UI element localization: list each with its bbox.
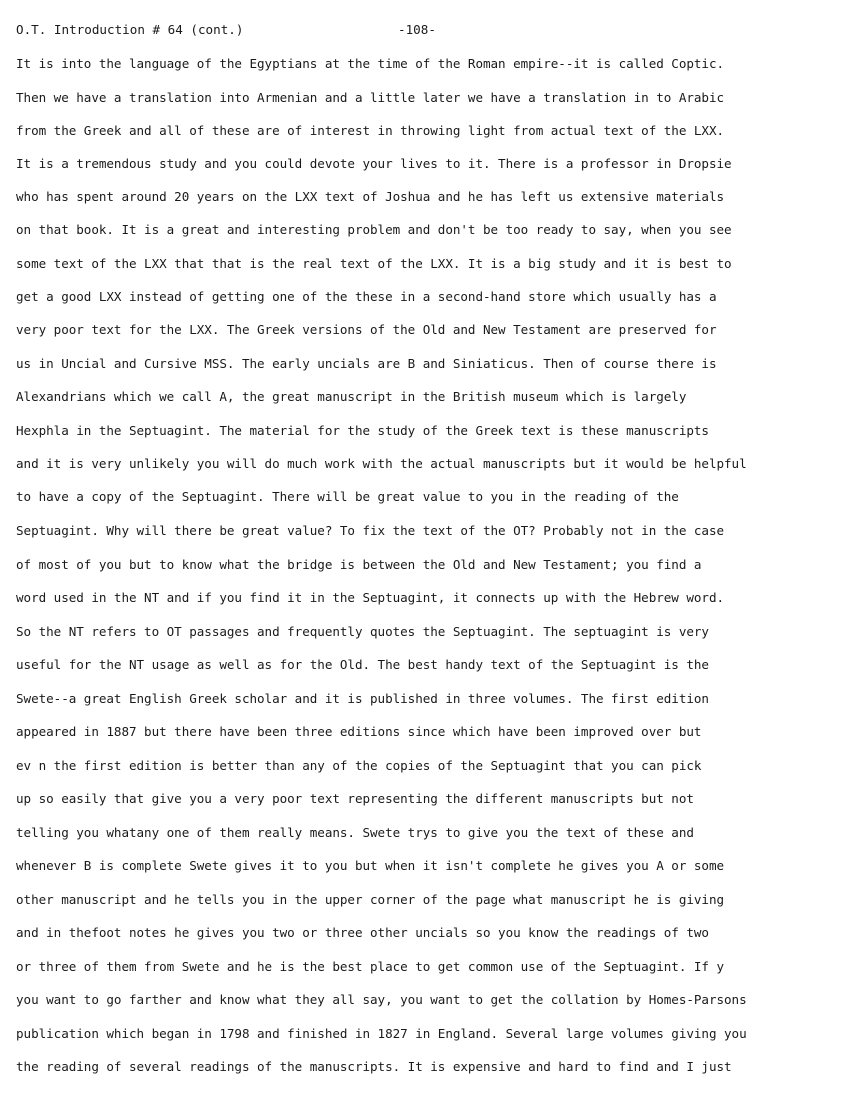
text-line: useful for the NT usage as well as for the Old. The best handy text of the Septuagint is the (16, 657, 709, 672)
text-line: the reading of several readings of the manuscripts. It is expensive and hard to find and I just (16, 1059, 732, 1074)
text-line: up so easily that give you a very poor text representing the different manuscripts but not (16, 791, 694, 806)
text-line: other manuscript and he tells you in the upper corner of the page what manuscript he is giving (16, 892, 725, 907)
text-line: word used in the NT and if you find it in the Septuagint, it connects up with the Hebrew word. (16, 590, 725, 605)
text-line: Septuagint. Why will there be great value? To fix the text of the OT? Probably not in the case (16, 523, 725, 538)
text-line: and in thefoot notes he gives you two or three other uncials so you know the readings of two (16, 925, 709, 940)
text-line: Alexandrians which we call A, the great manuscript in the British museum which is largely (16, 389, 687, 404)
text-line: you want to go farther and know what they all say, you want to get the collation by Homes-Parsons (16, 992, 747, 1007)
text-line: appeared in 1887 but there have been three editions since which have been improved over but (16, 724, 702, 739)
text-line: of most of you but to know what the bridge is between the Old and New Testament; you find a (16, 557, 702, 572)
text-line: us in Uncial and Cursive MSS. The early uncials are B and Siniaticus. Then of course there is (16, 356, 717, 371)
text-line: get a good LXX instead of getting one of the these in a second-hand store which usually has a (16, 289, 717, 304)
text-line: on that book. It is a great and interesting problem and don't be too ready to say, when you see (16, 222, 732, 237)
text-line: publication which began in 1798 and finished in 1827 in England. Several large volumes giving you (16, 1026, 747, 1041)
text-line: to have a copy of the Septuagint. There will be great value to you in the reading of the (16, 489, 679, 504)
text-line: who has spent around 20 years on the LXX text of Joshua and he has left us extensive materials (16, 189, 725, 204)
text-line: Swete--a great English Greek scholar and it is published in three volumes. The first edition (16, 691, 709, 706)
text-line: It is a tremendous study and you could devote your lives to it. There is a professor in Dropsie (16, 156, 732, 171)
text-line: So the NT refers to OT passages and frequently quotes the Septuagint. The septuagint is very (16, 624, 709, 639)
text-line: or three of them from Swete and he is the best place to get common use of the Septuagint. If y (16, 959, 725, 974)
text-line: telling you whatany one of them really means. Swete trys to give you the text of these and (16, 825, 694, 840)
text-line: ev n the first edition is better than any of the copies of the Septuagint that you can pick (16, 758, 702, 773)
text-line: from the Greek and all of these are of interest in throwing light from actual text of the LXX. (16, 123, 725, 138)
text-line: Hexphla in the Septuagint. The material for the study of the Greek text is these manuscripts (16, 423, 709, 438)
page-number: -108- (398, 22, 436, 37)
text-line: whenever B is complete Swete gives it to you but when it isn't complete he gives you A or some (16, 858, 725, 873)
text-line: Then we have a translation into Armenian and a little later we have a translation in to Arabic (16, 90, 725, 105)
text-line: some text of the LXX that that is the real text of the LXX. It is a big study and it is best to (16, 256, 732, 271)
text-line: very poor text for the LXX. The Greek versions of the Old and New Testament are preserved for (16, 322, 717, 337)
text-line: and it is very unlikely you will do much work with the actual manuscripts but it would be helpful (16, 456, 747, 471)
page-header-title: O.T. Introduction # 64 (cont.) (16, 22, 244, 37)
text-line: It is into the language of the Egyptians at the time of the Roman empire--it is called Coptic. (16, 56, 725, 71)
